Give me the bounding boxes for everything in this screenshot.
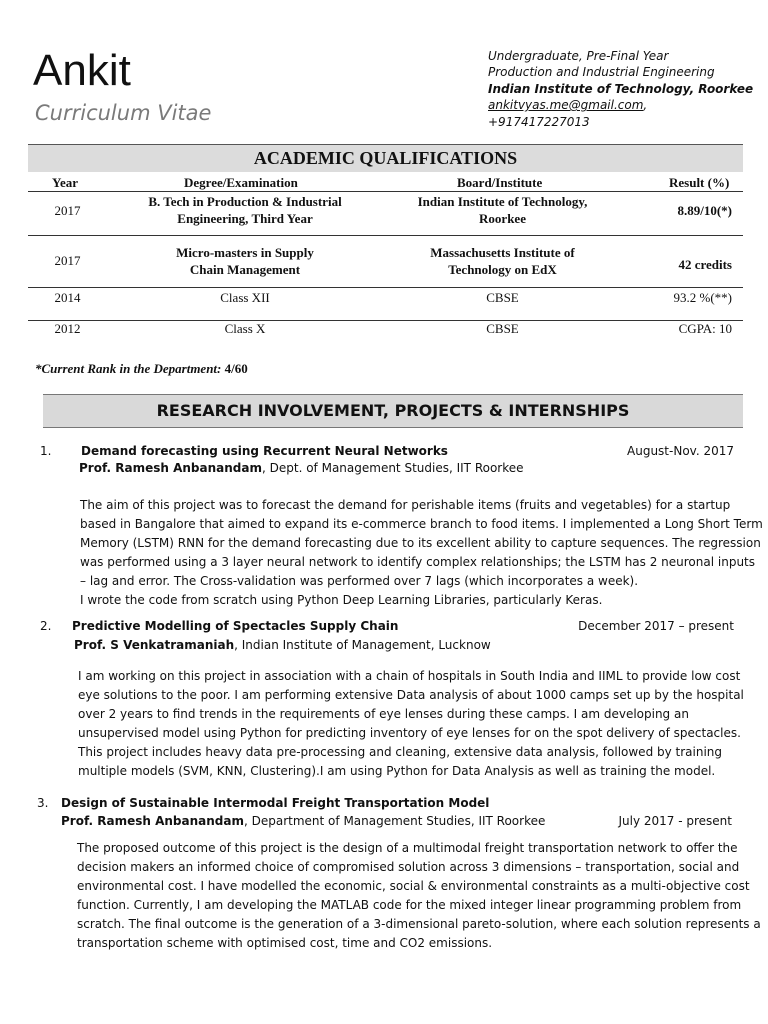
row1-board: Indian Institute of Technology, Roorkee xyxy=(417,194,588,226)
col-header-year: Year xyxy=(52,175,78,190)
document-subtitle: Curriculum Vitae xyxy=(35,101,212,125)
row3-result: 93.2 %(**) xyxy=(673,290,732,305)
project2-date: December 2017 – present xyxy=(578,619,734,633)
row4-board: CBSE xyxy=(486,321,519,336)
academic-section-title: ACADEMIC QUALIFICATIONS xyxy=(253,148,518,168)
row2-result: 42 credits xyxy=(678,257,732,272)
project1-supervisor: Prof. Ramesh Anbanandam, Dept. of Management Studies, IIT Roorkee xyxy=(79,461,524,475)
row2-degree: Micro-masters in Supply Chain Management xyxy=(176,245,314,277)
project3-date: July 2017 - present xyxy=(618,814,732,828)
project2-description: I am working on this project in association with a chain of hospitals in South India and IIML to provide low cost eye solutions to the poor. I am performing extensive Data analysis of about 1000 camps set up by the hospital over 2 years to find trends in the requirements of eye lenses during these camps. I am developing an unsupervised model using Python for predicting inventory of eye lenses for on the spot delivery of spectacles. This project includes heavy data pre-processing and cleaning, extensive data analysis, followed by training multiple models (SVM, KNN, Clustering).I am using Python for Data Analysis as well as training the model. xyxy=(78,669,744,778)
contact-institute: Indian Institute of Technology, Roorkee xyxy=(488,81,754,96)
col-header-degree: Degree/Examination xyxy=(184,175,298,190)
project3-description: The proposed outcome of this project is the design of a multimodal freight transportation network to offer the decision makers an informed choice of compromised solution across 3 dimensions – transportation, social and environmental cost. I have modelled the economic, social & environmental constraints as a multi-objective cost function. Currently, I am developing the MATLAB code for the mixed integer linear programming problem from scratch. The final outcome is the generation of a 3-dimensional pareto-solution, where each solution represents a transportation scheme with optimised cost, time and CO2 emissions. xyxy=(77,841,761,950)
project1-date: August-Nov. 2017 xyxy=(627,444,734,458)
project1-title: Demand forecasting using Recurrent Neural Networks xyxy=(81,444,448,458)
row1-result: 8.89/10(*) xyxy=(677,203,732,218)
contact-program: Production and Industrial Engineering xyxy=(488,65,715,80)
project2-title: Predictive Modelling of Spectacles Supply Chain xyxy=(72,619,399,633)
row3-year: 2014 xyxy=(54,290,81,305)
email-link[interactable]: ankitvyas.me@gmail.com xyxy=(488,98,644,113)
row1-year: 2017 xyxy=(54,203,81,218)
project1-number: 1. xyxy=(40,444,52,458)
project3-number: 3. xyxy=(37,796,49,810)
table-divider xyxy=(28,235,743,236)
project3-title: Design of Sustainable Intermodal Freight Transportation Model xyxy=(61,796,490,810)
project2-supervisor: Prof. S Venkatramaniah, Indian Institute of Management, Lucknow xyxy=(74,638,491,652)
table-divider xyxy=(28,287,743,288)
col-header-result: Result (%) xyxy=(669,175,730,190)
row2-board: Massachusetts Institute of Technology on EdX xyxy=(430,245,575,277)
project3-supervisor: Prof. Ramesh Anbanandam, Department of Management Studies, IIT Roorkee xyxy=(61,814,546,828)
row1-degree: B. Tech in Production & Industrial Engineering, Third Year xyxy=(148,194,342,226)
col-header-board: Board/Institute xyxy=(457,175,543,190)
row2-year: 2017 xyxy=(54,253,81,268)
contact-status: Undergraduate, Pre-Final Year xyxy=(488,49,669,63)
research-section-title: RESEARCH INVOLVEMENT, PROJECTS & INTERNSHIPS xyxy=(156,401,630,420)
row3-degree: Class XII xyxy=(220,290,270,305)
contact-block xyxy=(488,48,753,130)
row4-result: CGPA: 10 xyxy=(678,321,732,336)
project2-number: 2. xyxy=(40,619,52,633)
project1-description: The aim of this project was to forecast the demand for perishable items (fruits and vegetables) for a startup based in Bangalore that aimed to expand its e-commerce branch to food items. I implemented a Long Short Term Memory (LSTM) RNN for the demand forecasting due to its excellent ability to capture sequences. The regression was performed using a 3 layer neural network to identify complex relationships; the LSTM has 2 neuronal inputs – lag and error. The Cross-validation was performed over 7 lags (which incorporates a week). I wrote the code from scratch using Python Deep Learning Libraries, particularly Keras. xyxy=(80,498,763,607)
candidate-name: Ankit xyxy=(33,46,131,95)
row4-year: 2012 xyxy=(54,321,81,336)
contact-phone: +917417227013 xyxy=(488,114,590,129)
row3-board: CBSE xyxy=(486,290,519,305)
contact-email-row: ankitvyas.me@gmail.com, xyxy=(488,98,648,113)
table-divider xyxy=(28,191,743,192)
row4-degree: Class X xyxy=(224,321,266,336)
department-rank: *Current Rank in the Department: 4/60 xyxy=(35,361,248,376)
